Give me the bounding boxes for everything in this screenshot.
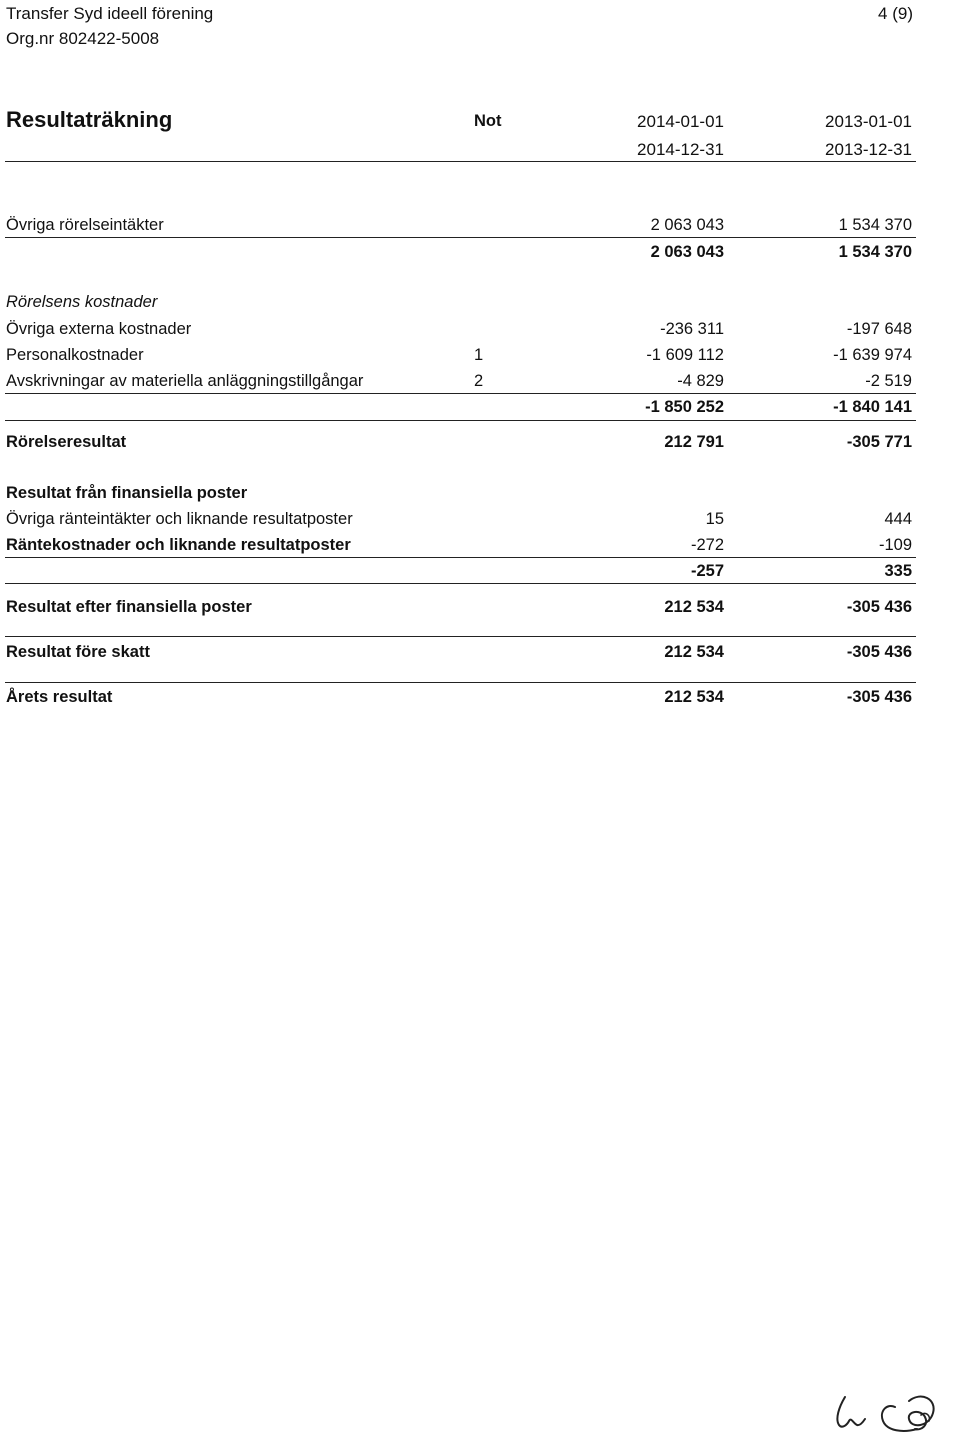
row-current: 212 791: [664, 433, 724, 451]
row-label: Övriga ränteintäkter och liknande resultatposter: [6, 510, 353, 528]
row-current: -1 609 112: [646, 346, 724, 364]
row-label: Resultat efter finansiella poster: [6, 598, 252, 616]
subtotal-current: 2 063 043: [650, 243, 724, 261]
page-number: 4 (9): [878, 4, 913, 23]
subtotal-previous: 335: [884, 562, 912, 580]
organization-name: Transfer Syd ideell förening: [6, 4, 214, 23]
row-previous: -197 648: [846, 320, 912, 338]
row-divider: [5, 682, 916, 683]
statement-title: Resultaträkning: [6, 107, 173, 132]
row-label: Resultat före skatt: [6, 643, 150, 661]
row-previous: -305 436: [846, 643, 912, 661]
row-current: 212 534: [664, 643, 724, 661]
subtotal-previous: 1 534 370: [838, 243, 912, 261]
row-divider: [5, 583, 916, 584]
period-current-start: 2014-01-01: [637, 112, 724, 131]
row-label: Rörelseresultat: [6, 433, 127, 451]
header-divider: [5, 161, 916, 162]
row-not: 1: [474, 346, 484, 364]
row-previous: 444: [884, 510, 912, 528]
subtotal-current: -257: [690, 562, 724, 580]
row-label: Övriga rörelseintäkter: [6, 216, 164, 234]
row-current: 2 063 043: [650, 216, 724, 234]
row-previous: -1 639 974: [833, 346, 912, 364]
row-divider: [5, 393, 916, 394]
row-current: 212 534: [664, 688, 724, 706]
row-current: -272: [690, 536, 724, 554]
period-prev-end: 2013-12-31: [825, 140, 912, 159]
row-current: -4 829: [677, 372, 724, 390]
row-label: Personalkostnader: [6, 346, 144, 364]
section-heading: Resultat från finansiella poster: [6, 484, 248, 502]
row-previous: -305 436: [846, 688, 912, 706]
subtotal-previous: -1 840 141: [833, 398, 912, 416]
row-divider: [5, 636, 916, 637]
row-previous: -305 436: [846, 598, 912, 616]
row-previous: -2 519: [865, 372, 912, 390]
row-previous: -109: [878, 536, 912, 554]
section-heading: Rörelsens kostnader: [6, 293, 158, 311]
period-prev-start: 2013-01-01: [825, 112, 912, 131]
row-label: Årets resultat: [6, 688, 113, 706]
not-column-header: Not: [474, 112, 502, 130]
org-number: Org.nr 802422-5008: [6, 29, 160, 48]
row-divider: [5, 420, 916, 421]
period-current-end: 2014-12-31: [637, 140, 724, 159]
subtotal-current: -1 850 252: [645, 398, 724, 416]
row-label: Räntekostnader och liknande resultatposter: [6, 536, 351, 554]
row-not: 2: [474, 372, 484, 390]
handwritten-initials-signature: [825, 1385, 950, 1440]
row-divider: [5, 557, 916, 558]
row-current: 212 534: [664, 598, 724, 616]
row-previous: -305 771: [846, 433, 912, 451]
row-label: Övriga externa kostnader: [6, 320, 192, 338]
row-label: Avskrivningar av materiella anläggningstillgångar: [6, 372, 364, 390]
row-current: 15: [705, 510, 724, 528]
row-previous: 1 534 370: [838, 216, 912, 234]
row-current: -236 311: [660, 320, 724, 338]
row-divider: [5, 237, 916, 238]
